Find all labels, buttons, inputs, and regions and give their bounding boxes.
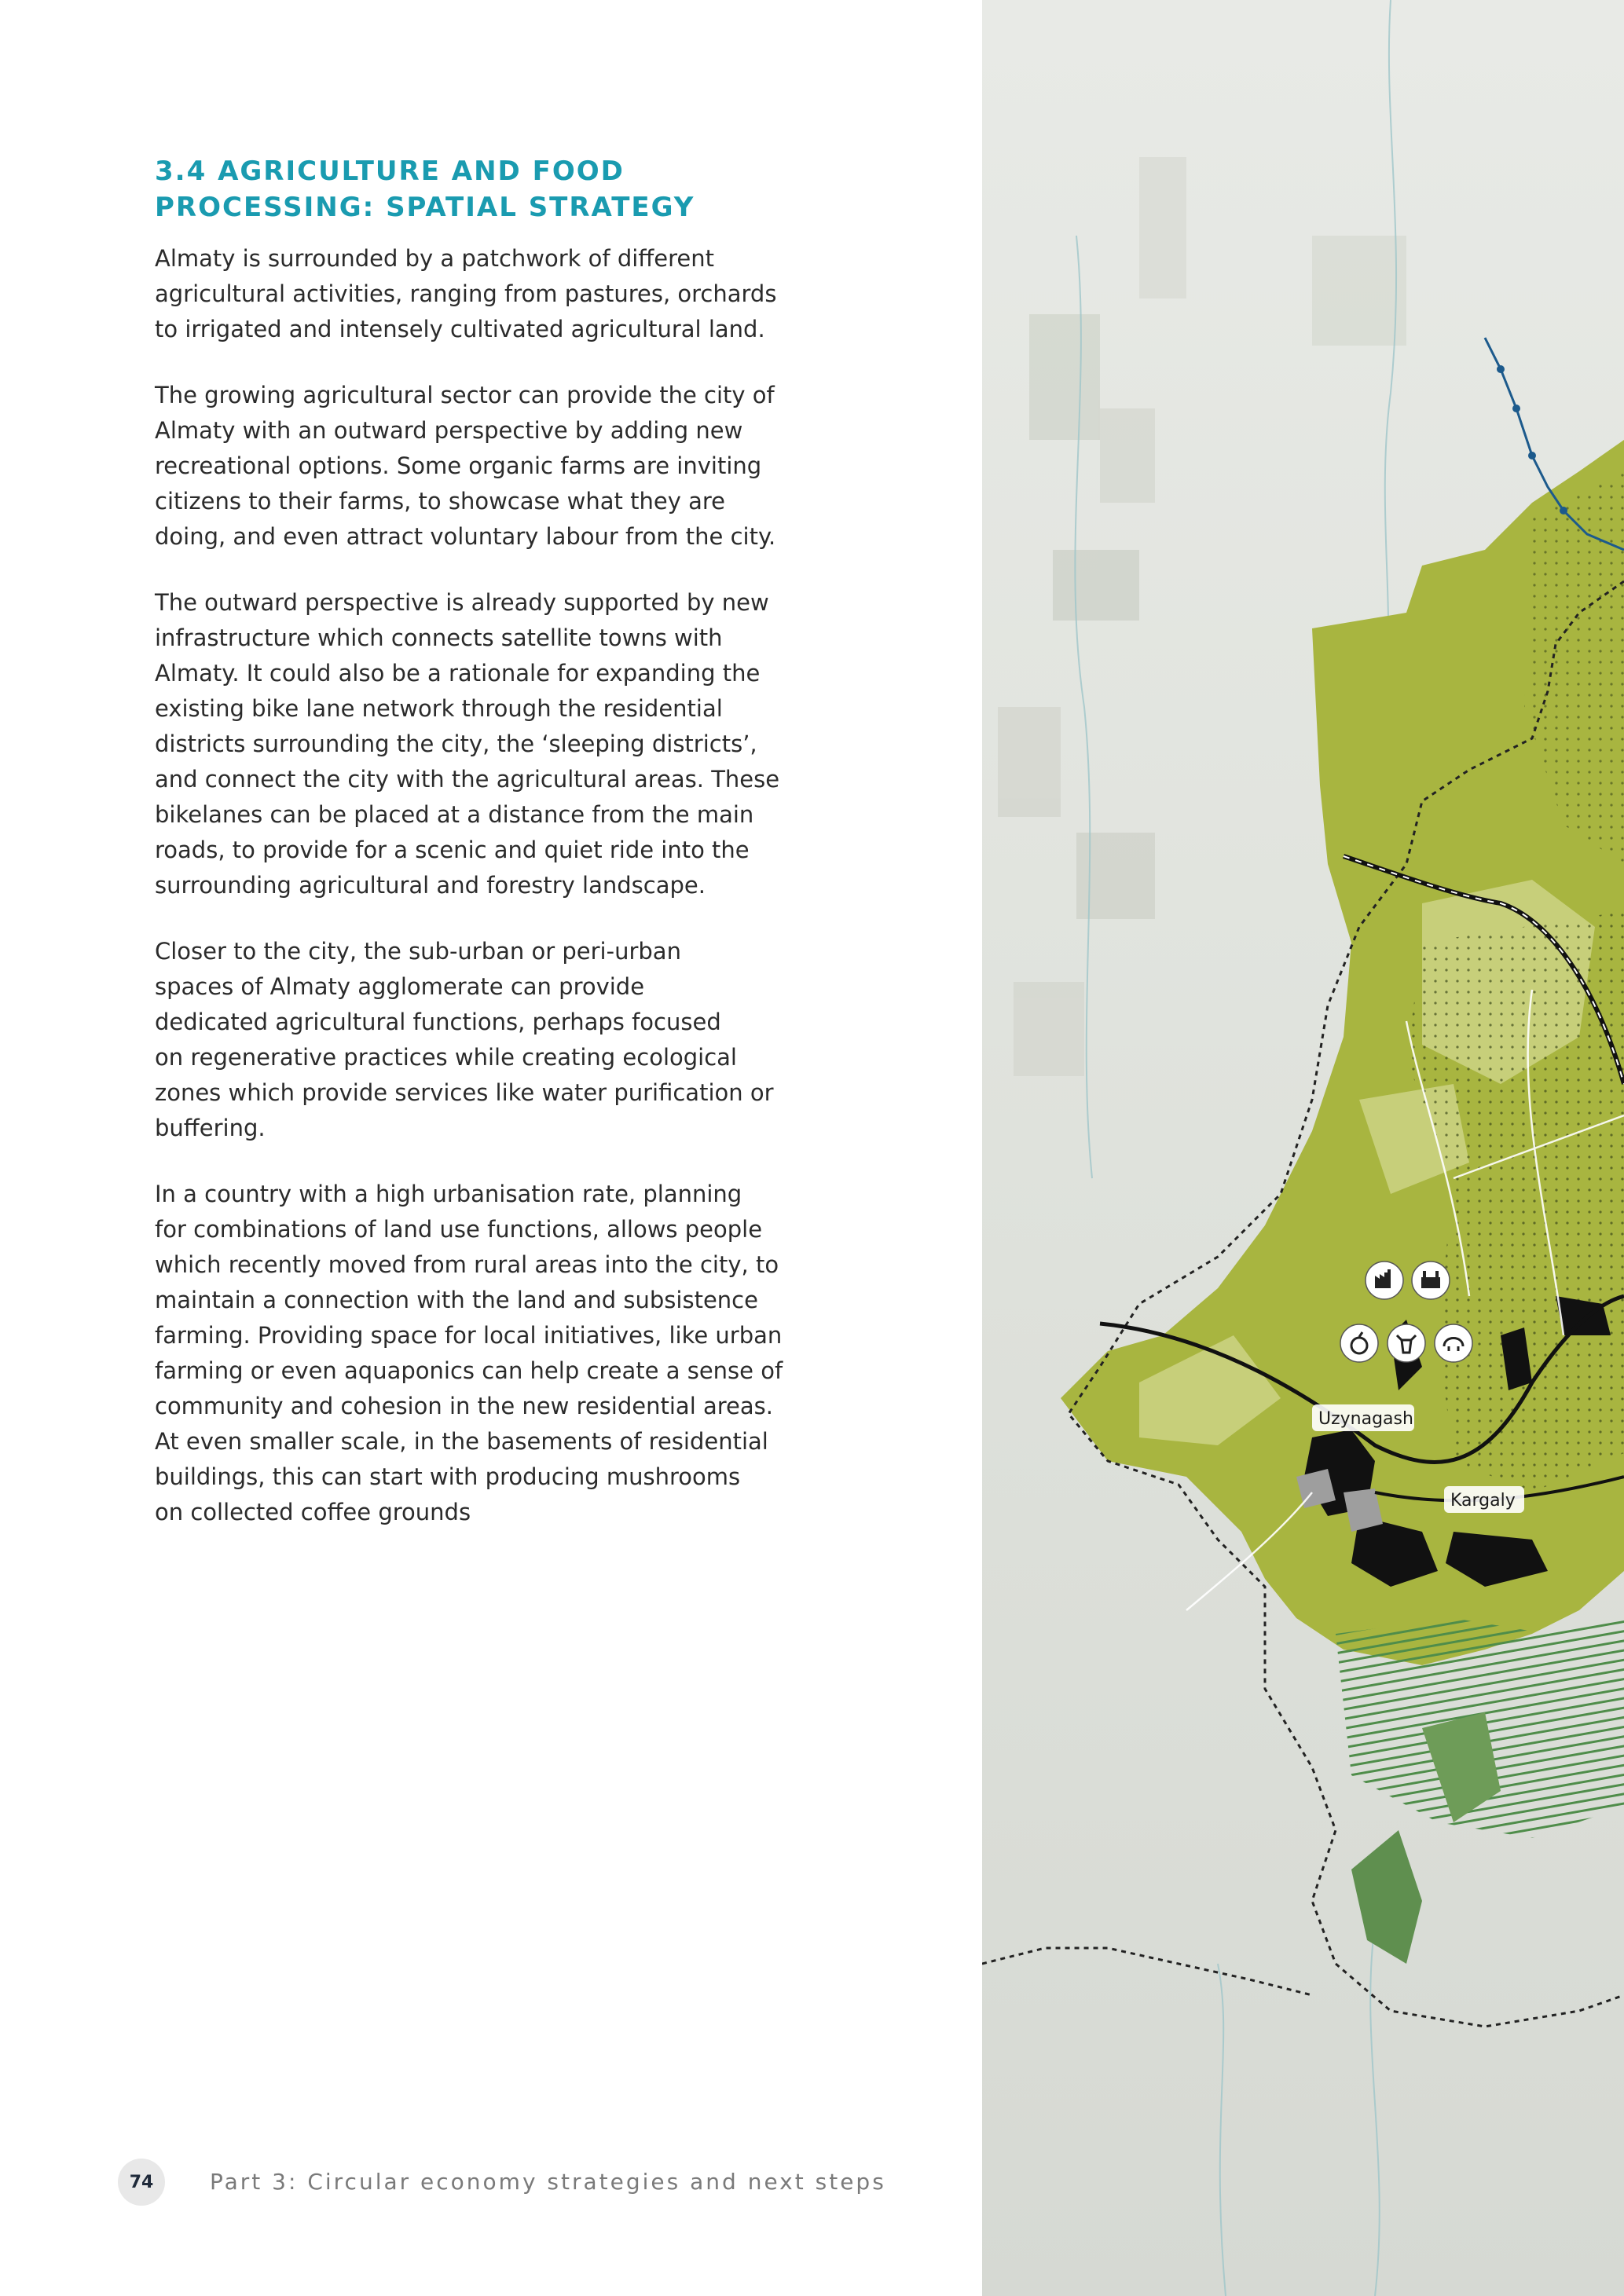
paragraph-line: farming. Providing space for local initiatives, like urban: [155, 1322, 783, 1349]
heading-line-2: PROCESSING: SPATIAL STRATEGY: [155, 192, 695, 223]
paragraph-line: citizens to their farms, to showcase what they are: [155, 488, 726, 514]
paragraph-line: community and cohesion in the new residential areas.: [155, 1393, 773, 1419]
page-number: 74: [118, 2159, 165, 2206]
paragraph-line: and connect the city with the agricultural areas. These: [155, 766, 780, 793]
paragraph-line: Closer to the city, the sub-urban or peri-urban: [155, 938, 681, 965]
factory-icon: [1412, 1262, 1450, 1299]
paragraph-line: Almaty. It could also be a rationale for expanding the: [155, 660, 761, 687]
paragraph-line: roads, to provide for a scenic and quiet ride into the: [155, 837, 750, 863]
paragraph: [155, 934, 799, 1146]
paragraph-line: buffering.: [155, 1115, 266, 1141]
paragraph-line: maintain a connection with the land and subsistence: [155, 1287, 758, 1313]
paragraph-line: farming or even aquaponics can help create a sense of: [155, 1357, 783, 1384]
paragraph-line: on regenerative practices while creating ecological: [155, 1044, 737, 1071]
paragraph-line: Almaty is surrounded by a patchwork of different: [155, 245, 715, 272]
paragraph: [155, 585, 799, 903]
paragraph-line: existing bike lane network through the residential: [155, 695, 723, 722]
section-title: Part 3: Circular economy strategies and next steps: [210, 2169, 886, 2195]
section-heading: [155, 153, 799, 225]
land-use-map: [982, 0, 1624, 2296]
paragraph-line: to irrigated and intensely cultivated agricultural land.: [155, 316, 765, 342]
paragraph-line: The outward perspective is already supported by new: [155, 589, 769, 616]
place-label-kargaly: Kargaly: [1450, 1491, 1516, 1511]
body-text: [155, 241, 799, 1530]
paragraph-line: zones which provide services like water purification or: [155, 1079, 774, 1106]
paragraph-line: doing, and even attract voluntary labour from the city.: [155, 523, 776, 550]
fruit-icon: [1340, 1324, 1378, 1362]
paragraph-line: Almaty with an outward perspective by adding new: [155, 417, 743, 444]
paragraph-line: agricultural activities, ranging from pastures, orchards: [155, 280, 777, 307]
paragraph-line: recreational options. Some organic farms are inviting: [155, 452, 762, 479]
paragraph: [155, 241, 799, 347]
paragraph-line: The growing agricultural sector can provide the city of: [155, 382, 775, 408]
paragraph: [155, 378, 799, 555]
text-column: [155, 153, 799, 1561]
paragraph-line: In a country with a high urbanisation rate, planning: [155, 1181, 742, 1207]
place-label-uzynagash: Uzynagash: [1318, 1409, 1413, 1429]
heading-line-1: 3.4 AGRICULTURE AND FOOD: [155, 156, 625, 187]
paragraph-line: surrounding agricultural and forestry landscape.: [155, 872, 706, 899]
paragraph: [155, 1177, 799, 1530]
map-svg: [982, 0, 1624, 2296]
paragraph-line: infrastructure which connects satellite towns with: [155, 624, 723, 651]
paragraph-line: spaces of Almaty agglomerate can provide: [155, 973, 645, 1000]
paragraph-line: bikelanes can be placed at a distance from the main: [155, 801, 754, 828]
sheep-icon: [1435, 1324, 1472, 1362]
paragraph-line: districts surrounding the city, the ‘sleeping districts’,: [155, 731, 757, 757]
paragraph-line: dedicated agricultural functions, perhaps focused: [155, 1009, 721, 1035]
paragraph-line: which recently moved from rural areas into the city, to: [155, 1251, 779, 1278]
paragraph-line: for combinations of land use functions, allows people: [155, 1216, 763, 1243]
cow-icon: [1388, 1324, 1425, 1362]
paragraph-line: buildings, this can start with producing mushrooms: [155, 1463, 741, 1490]
paragraph-line: on collected coffee grounds: [155, 1499, 471, 1525]
factory-icon: [1366, 1262, 1403, 1299]
paragraph-line: At even smaller scale, in the basements of residential: [155, 1428, 768, 1455]
